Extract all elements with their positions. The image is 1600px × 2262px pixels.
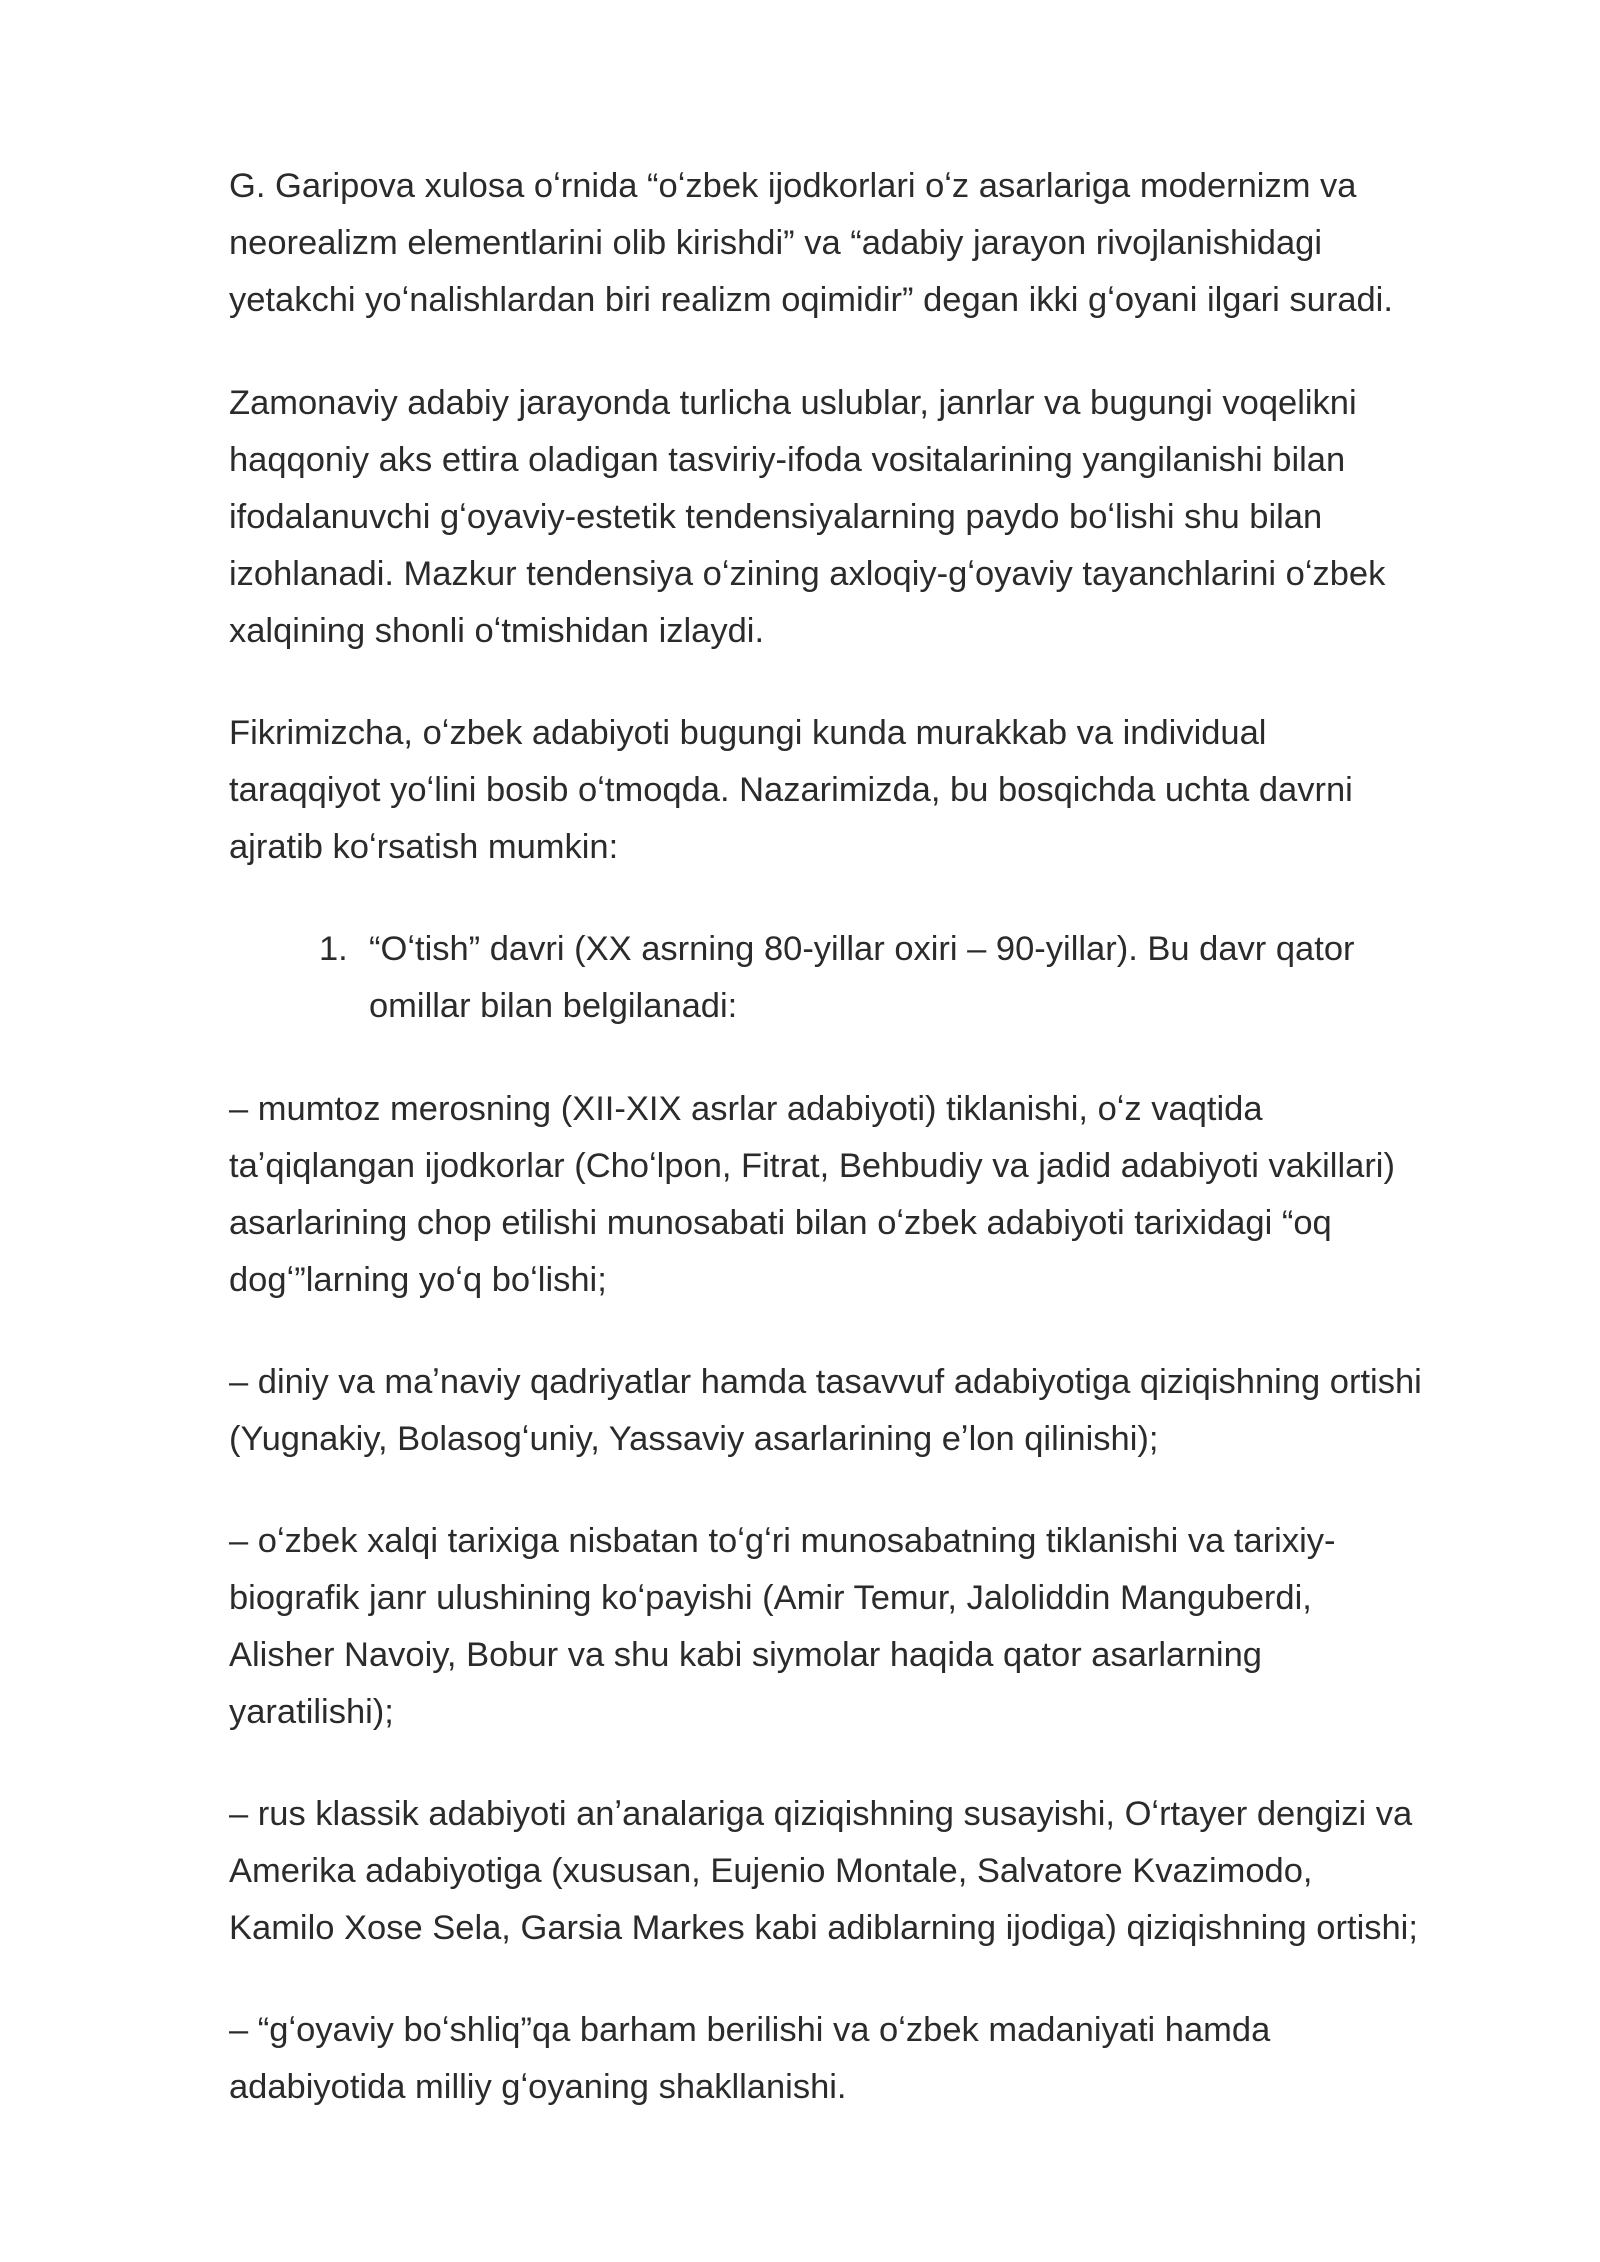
list-item [229,921,1529,1035]
bullet-national-idea: – “gʻoyaviy boʻshliq”qa barham berilishi va oʻzbek madaniyati hamda adabiyotida milliy gʻoyaning shakllanishi. [229,2011,1271,2106]
document-page [229,158,1529,2116]
list-item-number: 1. [319,930,348,968]
bullet-world-literature: – rus klassik adabiyoti anʼanalariga qiziqishning susayishi, Oʻrtayer dengizi va Amerika adabiyotiga (xususan, Eujenio Montale, Salvatore Kvazimodo, Kamilo Xose Sela, Garsia Markes kabi adiblarning ijodiga) qiziqishning ortishi; [229,1795,1418,1947]
paragraph-three-periods: Fikrimizcha, oʻzbek adabiyoti bugungi kunda murakkab va individual taraqqiyot yoʻlini bosib oʻtmoqda. Nazarimizda, bu bosqichda uchta davrni ajratib koʻrsatish mumkin: [229,714,1353,866]
bullet-history-biography: – oʻzbek xalqi tarixiga nisbatan toʻgʻri munosabatning tiklanishi va tarixiy- biografik janr ulushining koʻpayishi (Amir Temur, Jaloliddin Manguberdi, Alisher Navoiy, Bobur va shu kabi siymolar haqida qator asarlarning yaratilishi); [229,1522,1336,1731]
paragraph-garipova-conclusion: G. Garipova xulosa oʻrnida “oʻzbek ijodkorlari oʻz asarlariga modernizm va neorealizm elementlarini olib kirishdi” va “adabiy jarayon rivojlanishidagi yetakchi yoʻnalishlardan biri realizm oqimidir” degan ikki gʻoyani ilgari suradi. [229,167,1393,319]
list-item-text: “Oʻtish” davri (XX asrning 80-yillar oxiri – 90-yillar). Bu davr qator omillar bilan belgilanadi: [369,930,1355,1025]
paragraph-modern-literary-process: Zamonaviy adabiy jarayonda turlicha uslublar, janrlar va bugungi voqelikni haqqoniy aks ettira oladigan tasviriy-ifoda vositalarining yangilanishi bilan ifodalanuvchi gʻoyaviy-estetik tendensiyalarning paydo boʻlishi shu bilan izohlanadi. Mazkur tendensiya oʻzining axloqiy-gʻoyaviy tayanchlarini oʻzbek xalqining shonli oʻtmishidan izlaydi. [229,384,1386,650]
bullet-classical-heritage: – mumtoz merosning (XII-XIX asrlar adabiyoti) tiklanishi, oʻz vaqtida taʼqiqlangan ijodkorlar (Choʻlpon, Fitrat, Behbudiy va jadid adabiyoti vakillari) asarlarining chop etilishi munosabati bilan oʻzbek adabiyoti tarixidagi “oq dogʻ”larning yoʻq boʻlishi; [229,1090,1395,1299]
bullet-spiritual-values: – diniy va maʼnaviy qadriyatlar hamda tasavvuf adabiyotiga qiziqishning ortishi (Yugnakiy, Bolasogʻuniy, Yassaviy asarlarining eʼlon qilinishi); [229,1363,1422,1458]
numbered-list [229,921,1529,1035]
